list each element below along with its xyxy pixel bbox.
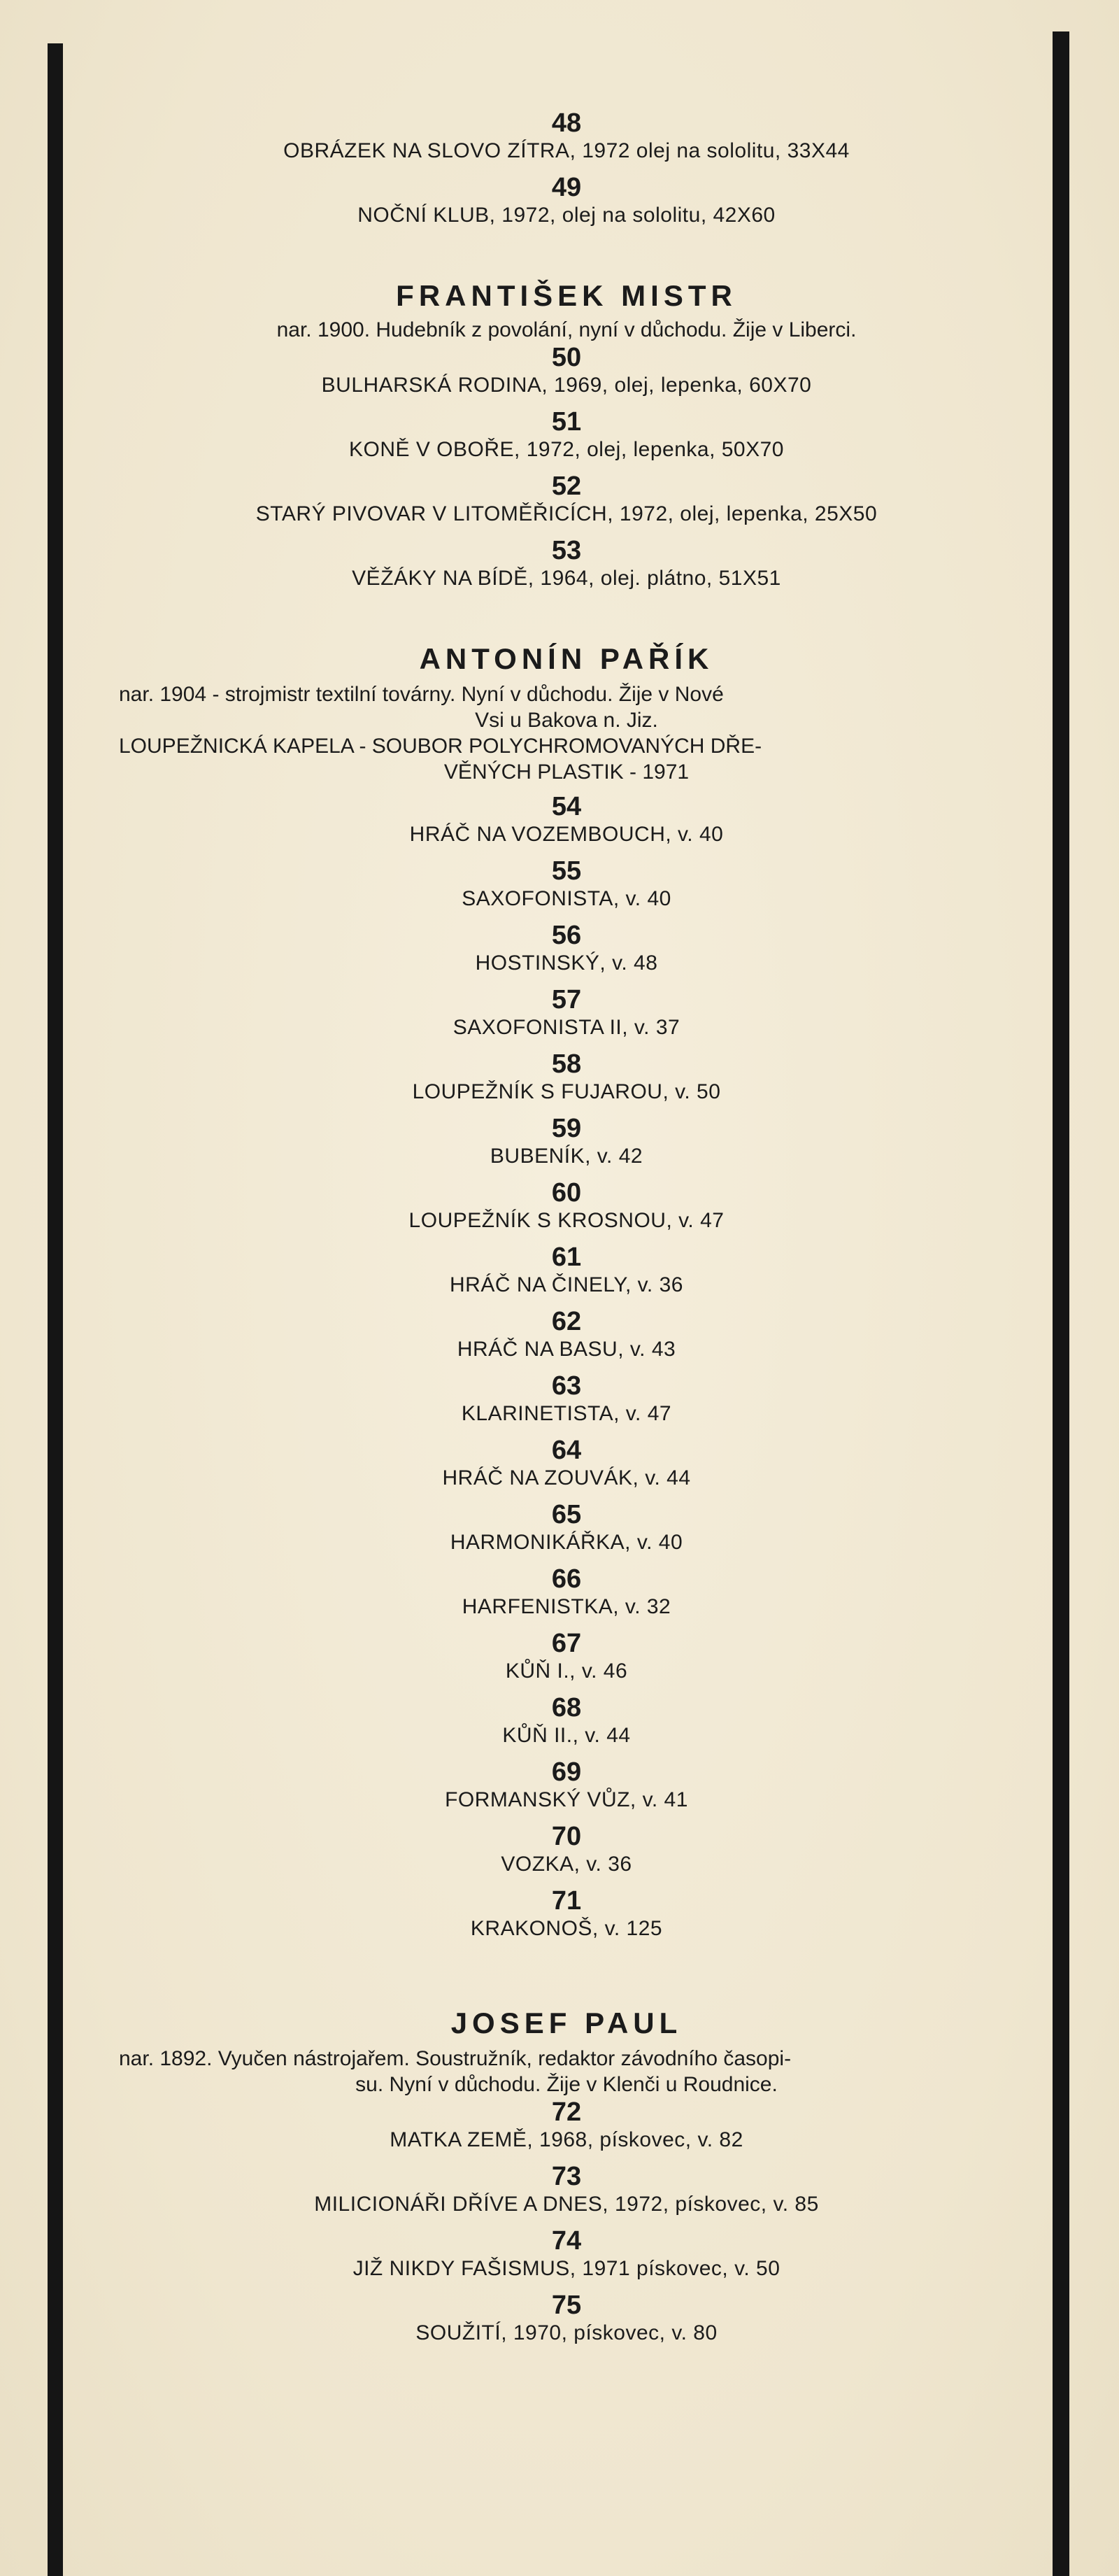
entry-title: JIŽ NIKDY FAŠISMUS, 1971 pískovec, v. 50 — [352, 2257, 781, 2280]
entry-title: HOSTINSKÝ, v. 48 — [475, 951, 658, 975]
entry-title: NOČNÍ KLUB, 1972, olej na sololitu, 42X60 — [357, 204, 776, 227]
catalog-entry — [119, 985, 1014, 1049]
entry-number: 67 — [551, 1629, 582, 1658]
entry-title: HARMONIKÁŘKA, v. 40 — [450, 1531, 683, 1554]
catalog-entry — [119, 343, 1014, 407]
catalog-entry — [119, 1049, 1014, 1114]
catalog-entry — [119, 2162, 1014, 2226]
artist-name: FRANTIŠEK MISTR — [396, 279, 737, 312]
catalog-entry — [119, 407, 1014, 472]
entry-number: 74 — [551, 2226, 582, 2256]
entry-title: MILICIONÁŘI DŘÍVE A DNES, 1972, pískovec, v. 85 — [314, 2193, 819, 2216]
entry-title: KŮŇ II., v. 44 — [502, 1724, 631, 1747]
entry-title: VĚŽÁKY NA BÍDĚ, 1964, olej. plátno, 51X51 — [352, 567, 781, 590]
catalog-entry — [119, 472, 1014, 536]
catalog-entry — [119, 1693, 1014, 1757]
entry-number: 59 — [551, 1114, 582, 1143]
entry-number: 61 — [551, 1243, 582, 1272]
entry-number: 66 — [551, 1564, 582, 1594]
left-border-rule — [48, 43, 63, 2576]
artist-bio: nar. 1900. Hudebník z povolání, nyní v důchodu. Žije v Liberci. — [276, 318, 857, 341]
entry-number: 56 — [551, 921, 582, 950]
entry-title: BULHARSKÁ RODINA, 1969, olej, lepenka, 60X70 — [321, 374, 812, 397]
entry-number: 49 — [551, 173, 582, 202]
entry-title: BUBENÍK, v. 42 — [490, 1145, 643, 1168]
entry-title: KONĚ V OBOŘE, 1972, olej, lepenka, 50X70 — [348, 438, 784, 461]
entry-number: 51 — [551, 407, 582, 437]
entry-title: SAXOFONISTA II, v. 37 — [452, 1016, 680, 1039]
entry-number: 55 — [551, 856, 582, 886]
artist-bio-line: Vsi u Bakova n. Jiz. — [475, 709, 658, 732]
entry-number: 70 — [551, 1822, 582, 1851]
artist-section — [119, 642, 1014, 1951]
entry-title: HRÁČ NA ZOUVÁK, v. 44 — [442, 1466, 691, 1489]
catalog-entry — [119, 1822, 1014, 1886]
catalog-entry — [119, 1436, 1014, 1500]
entry-title: KŮŇ I., v. 46 — [505, 1659, 628, 1683]
artist-bio-line: nar. 1904 - strojmistr textilní továrny. Nyní v důchodu. Žije v Nové — [119, 683, 724, 706]
entry-title: MATKA ZEMĚ, 1968, pískovec, v. 82 — [390, 2128, 743, 2151]
artist-name: ANTONÍN PAŘÍK — [419, 642, 714, 675]
catalog-entry — [119, 1307, 1014, 1371]
entry-title: VOZKA, v. 36 — [501, 1853, 632, 1876]
entry-title: LOUPEŽNÍK S FUJAROU, v. 50 — [412, 1080, 721, 1103]
entry-title: STARÝ PIVOVAR V LITOMĚŘICÍCH, 1972, olej, lepenka, 25X50 — [255, 502, 878, 525]
catalog-entry — [119, 1243, 1014, 1307]
entry-number: 71 — [551, 1886, 582, 1916]
artist-bio-line: su. Nyní v důchodu. Žije v Klenči u Roudnice. — [355, 2073, 778, 2096]
entry-title: KLARINETISTA, v. 47 — [461, 1402, 672, 1425]
entry-number: 50 — [551, 343, 582, 372]
entry-title: HARFENISTKA, v. 32 — [462, 1595, 671, 1618]
entry-number: 58 — [551, 1049, 582, 1079]
entry-number: 75 — [551, 2291, 582, 2320]
entry-number: 57 — [551, 985, 582, 1014]
catalog-entry — [119, 108, 1014, 173]
entry-number: 72 — [551, 2097, 582, 2127]
catalog-entry — [119, 2226, 1014, 2291]
artist-section — [119, 279, 1014, 600]
entry-number: 52 — [551, 472, 582, 501]
entry-title: SAXOFONISTA, v. 40 — [462, 887, 671, 910]
entry-title: HRÁČ NA ČINELY, v. 36 — [450, 1273, 683, 1296]
artist-section — [119, 2007, 1014, 2355]
catalog-entry — [119, 1564, 1014, 1629]
entry-number: 69 — [551, 1757, 582, 1787]
catalog-entry — [119, 792, 1014, 856]
catalog-entry — [119, 856, 1014, 921]
entry-number: 53 — [551, 536, 582, 565]
entry-number: 48 — [551, 108, 582, 138]
catalog-entry — [119, 1757, 1014, 1822]
catalog-entry — [119, 1114, 1014, 1178]
entry-title: HRÁČ NA VOZEMBOUCH, v. 40 — [409, 823, 724, 846]
set-title-line: VĚNÝCH PLASTIK - 1971 — [443, 760, 690, 784]
entry-number: 60 — [551, 1178, 582, 1208]
entry-number: 68 — [551, 1693, 582, 1722]
catalog-entry — [119, 1629, 1014, 1693]
entry-number: 54 — [551, 792, 582, 821]
catalog-entry — [119, 173, 1014, 237]
catalog-entry — [119, 2097, 1014, 2162]
catalog-entry — [119, 1178, 1014, 1243]
catalog-entry — [119, 921, 1014, 985]
catalog-entry — [119, 2291, 1014, 2355]
right-border-rule — [1053, 31, 1069, 2576]
entry-number: 73 — [551, 2162, 582, 2191]
entry-title: SOUŽITÍ, 1970, pískovec, v. 80 — [415, 2321, 718, 2344]
entry-number: 62 — [551, 1307, 582, 1336]
catalog-content — [119, 108, 1014, 2355]
catalog-entry — [119, 536, 1014, 600]
artist-bio-line: nar. 1892. Vyučen nástrojařem. Soustružník, redaktor závodního časopi- — [119, 2047, 792, 2070]
entry-title: KRAKONOŠ, v. 125 — [470, 1917, 663, 1940]
entry-title: FORMANSKÝ VŮZ, v. 41 — [445, 1788, 688, 1811]
set-title-line: LOUPEŽNICKÁ KAPELA - SOUBOR POLYCHROMOVANÝCH DŘE- — [119, 735, 762, 758]
entry-title: LOUPEŽNÍK S KROSNOU, v. 47 — [408, 1209, 725, 1232]
catalog-entry — [119, 1886, 1014, 1951]
entry-title: OBRÁZEK NA SLOVO ZÍTRA, 1972 olej na sololitu, 33X44 — [283, 139, 850, 162]
entry-title: HRÁČ NA BASU, v. 43 — [457, 1338, 676, 1361]
entry-number: 63 — [551, 1371, 582, 1401]
entry-number: 65 — [551, 1500, 582, 1529]
catalog-entry — [119, 1500, 1014, 1564]
artist-name: JOSEF PAUL — [450, 2007, 683, 2039]
entry-number: 64 — [551, 1436, 582, 1465]
catalog-entry — [119, 1371, 1014, 1436]
